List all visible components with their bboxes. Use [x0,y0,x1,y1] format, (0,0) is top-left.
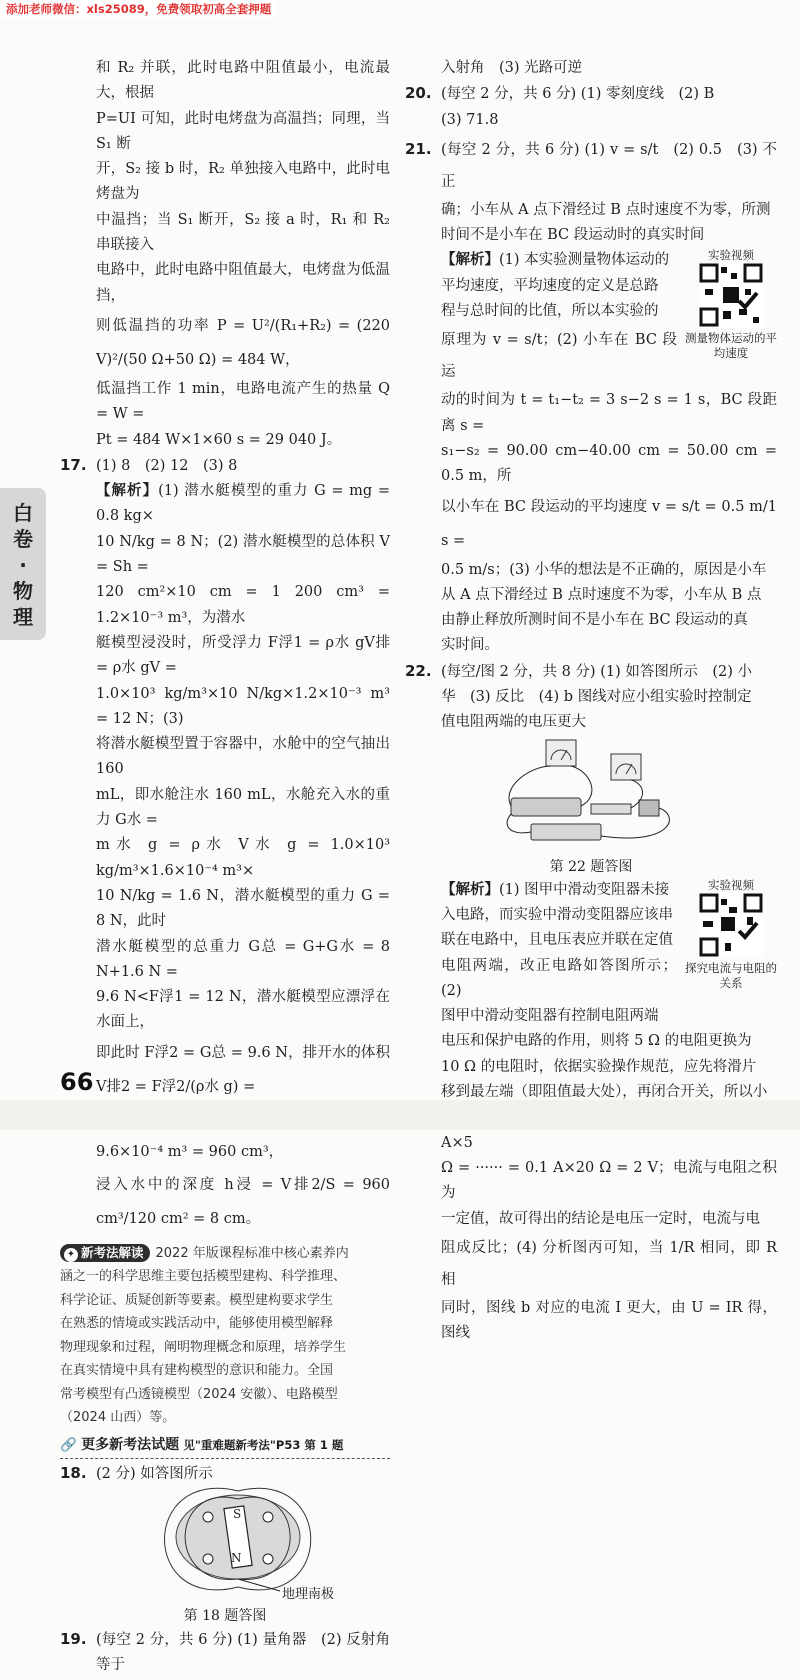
q22-answer: 22. (每空/图 2 分，共 8 分) (1) 如答图所示 (2) 小 [405,661,752,680]
q17-analysis-line: 将潜水艇模型置于容器中，水舱中的空气抽出 160 [96,736,390,778]
q16-line: 电路中，此时电路中阻值最大，电烤盘为低温挡， [96,262,390,304]
q22-analysis-line: 联在电路中，且电压表应并联在定值 [441,932,673,949]
q20-answer-line: (3) 71.8 [441,111,499,128]
q19-continued: 入射角 (3) 光路可逆 [441,60,583,76]
q17-analysis-line: 9.6 N<F浮1 = 12 N，潜水艇模型应漂浮在水面上， [96,989,390,1031]
q22-analysis-line: 电压和保护电路的作用，则将 5 Ω 的电阻更换为 [441,1033,752,1050]
note-line: （2024 山西）等。 [60,1410,176,1426]
south-pole-label: 地理南极 [282,1586,335,1602]
note-line: 物理现象和过程，阐明物理概念和原理，培养学生 [60,1339,347,1355]
qr-code-icon [699,893,763,957]
pole-n-label: N [231,1550,242,1565]
note-line: 常考模型有凸透镜模型（2024 安徽）、电路模型 [60,1386,338,1402]
q22-answer-line: 值电阻两端的电压更大 [441,714,586,731]
pole-s-label: S [233,1506,242,1521]
q17-analysis-line: 即此时 F浮2 = G总 = 9.6 N，排开水的体积 V排2 = F浮2/(ρ水 g) = [96,1044,390,1095]
qr-video-1[interactable]: 实验视频 测量物体运动的平均速度 [685,248,777,361]
q21-analysis-line: 动的时间为 t = t₁−t₂ = 3 s−2 s = 1 s，BC 段距离 s = [441,392,777,434]
fig22-caption: 第 22 题答图 [549,858,633,875]
q22-analysis-line: 入电路，而实验中滑动变阻器应该串 [441,906,673,923]
q21-answer-line: 时间不是小车在 BC 段运动时的真实时间 [441,227,705,244]
q22-answer-line: 华 (3) 反比 (4) b 图线对应小组实验时控制定 [441,689,752,706]
qr-video-2[interactable]: 实验视频 探究电流与电阻的关系 [685,877,777,990]
q17-analysis-line: 艇模型浸没时，所受浮力 F浮1 = ρ水 gV排 = ρ水 gV = [96,634,390,677]
q21-answer-line: 确；小车从 A 点下滑经过 B 点时速度不为零，所测 [441,201,771,218]
q17-analysis-line: 10 N/kg = 1.6 N，潜水艇模型的重力 G = 8 N，此时 [96,887,390,930]
q22-analysis-line: A×5 [441,1134,473,1151]
footer-band [0,1100,800,1130]
q21-analysis-line: 从 A 点下滑经过 B 点时速度不为零，小车从 B 点 [441,586,762,603]
q16-line: 中温挡；当 S₁ 断开，S₂ 接 a 时，R₁ 和 R₂ 串联接入 [96,211,390,254]
watermark-banner: 添加老师微信：xls25089，免费领取初高全套押题 [0,0,277,18]
q16-line: 低温挡工作 1 min，电路电流产生的热量 Q = W = [96,380,390,423]
note-line: 涵之一的科学思维主要包括模型建构、科学推理、 [60,1269,347,1285]
q21-analysis-line: 程与总时间的比值，所以本实验的 [441,303,659,320]
fig18 [60,1487,390,1605]
q16-line: P=UI 可知，此时电烤盘为高温挡；同理，当 S₁ 断 [96,110,390,152]
q16-line: 则低温挡的功率 P = U²/(R₁+R₂) = (220 V)²/(50 Ω+50 Ω) = 484 W， [96,317,390,368]
q22-analysis-line: 移到最左端（即阻值最大处），再闭合开关，所以小 [441,1084,768,1101]
q16-line: 和 R₂ 并联，此时电路中阻值最小，电流最大，根据 [96,60,390,102]
magnet-field-diagram [60,1487,390,1605]
more-questions-link[interactable]: 🔗 更多新考法试题 见"重难题新考法"P53 第 1 题 [60,1434,390,1459]
q21-analysis-line: 原理为 v = s/t；(2) 小车在 BC 段运 [441,332,677,381]
link-icon: 🔗 [60,1436,77,1453]
q17-analysis-line: 潜水艇模型的总重力 G总 = G+G水 = 8 N+1.6 N = [96,938,390,980]
q21-analysis-line: s₁−s₂ = 90.00 cm−40.00 cm = 50.00 cm = 0.5 m，所 [441,442,777,485]
q22-analysis-line: 同时，图线 b 对应的电流 I 更大，由 U = IR 得，图线 [441,1299,777,1342]
q19-answer: 19. (每空 2 分，共 6 分) (1) 量角器 (2) 反射角等于 [60,1629,390,1674]
bulb-icon: ✦ [64,1248,78,1262]
q22-analysis-line: 一定值，故可得出的结论是电压一定时，电流与电 [441,1210,760,1227]
right-column [405,56,777,1346]
q22-analysis-line: 电阻两端，改正电路如答图所示；(2) [441,957,677,999]
left-column [60,56,390,1679]
q21-analysis-line: 由静止释放所测时间不是小车在 BC 段运动的真 [441,612,748,629]
q21-analysis-line: 以小车在 BC 段运动的平均速度 v = s/t = 0.5 m/1 s = [441,498,777,549]
circuit-diagram [491,736,691,854]
q16-line: 开，S₂ 接 b 时，R₂ 单独接入电路中，此时电烤盘为 [96,161,390,203]
q17-analysis-line: 9.6×10⁻⁴ m³ = 960 cm³， [96,1143,284,1160]
q21-answer: 21. (每空 2 分，共 6 分) (1) v = s/t (2) 0.5 (3) 不正 [405,139,777,190]
q16-line: Pt = 484 W×1×60 s = 29 040 J。 [96,431,342,448]
q21-analysis-line: 0.5 m/s；(3) 小华的想法是不正确的，原因是小车 [441,561,767,578]
q17-analysis-line: 浸入水中的深度 h浸 = V排2/S = 960 cm³/120 cm² = 8 cm。 [96,1176,390,1227]
q17-analysis-line: 120 cm²×10 cm = 1 200 cm³ = 1.2×10⁻³ m³，为潜水 [96,584,390,626]
q21-analysis-line: 实时间。 [441,637,499,654]
note-line: 在真实情境中具有建构模型的意识和能力。全国 [60,1363,334,1379]
q22-analysis-line: 阻成反比；(4) 分析图丙可知，当 1/R 相同，即 R 相 [441,1239,777,1288]
page-number: 66 [60,1068,94,1096]
subject-tab [0,488,46,640]
subject-tab-label: 白卷·物理 [13,501,33,629]
q22-analysis-line: 10 Ω 的电阻时，依据实验操作规范，应先将滑片 [441,1058,757,1075]
q17-number: 17. [60,455,87,474]
q17-analysis-line: 10 N/kg = 8 N；(2) 潜水艇模型的总体积 V = Sh = [96,533,390,576]
q22-analysis-line: Ω = ······ = 0.1 A×20 Ω = 2 V；电流与电阻之积为 [441,1159,777,1202]
fig18-caption: 第 18 题答图 [183,1607,267,1624]
note-line: 科学论证、质疑创新等要素。模型建构要求学生 [60,1292,334,1308]
q17-analysis-line: mL，即水舱注水 160 mL，水舱充入水的重力 G水 = [96,786,390,829]
q21-analysis-line: 【解析】(1) 本实验测量物体运动的 [441,252,670,269]
exam-note: ✦ 新考法解读 2022 年版课程标准中核心素养内 涵之一的科学思维主要包括模型建构、科学推理、 科学论证、质疑创新等要素。模型建构要求学生 在熟悉的情境或实践活动中，能够使用模型解释 物理现象和过程，阐明物理概念和原理，培养学生 在真实情境中具有建构模型的意识和能力。全国 常考模型有凸透镜模型（2024 安徽）、电路模型 （2024 山西）等。 [60,1242,390,1430]
note-line: 在熟悉的情境或实践活动中，能够使用模型解释 [60,1316,334,1332]
q17-analysis-line: m水 g = ρ水 V水 g = 1.0×10³ kg/m³×1.6×10⁻⁴ m³× [96,837,390,879]
q22-analysis-line: 图甲中滑动变阻器有控制电阻两端 [441,1008,659,1025]
note-tag: ✦ 新考法解读 [60,1244,150,1262]
fig22 [405,736,777,856]
q21-analysis-line: 平均速度，平均速度的定义是总路 [441,277,659,294]
q22-analysis-line: 【解析】(1) 图甲中滑动变阻器未接 [441,881,670,898]
q18-answer: 18. (2 分) 如答图所示 [60,1463,213,1482]
q17-analysis-line: 【解析】(1) 潜水艇模型的重力 G = mg = 0.8 kg× [96,483,391,525]
qr-code-icon [699,263,763,327]
q20-answer: 20. (每空 2 分，共 6 分) (1) 零刻度线 (2) B [405,84,715,103]
q17-analysis-line: 1.0×10³ kg/m³×10 N/kg×1.2×10⁻³ m³ = 12 N；(3) [96,685,390,727]
q17-answer: 17. (1) 8 (2) 12 (3) 8 [96,453,390,479]
